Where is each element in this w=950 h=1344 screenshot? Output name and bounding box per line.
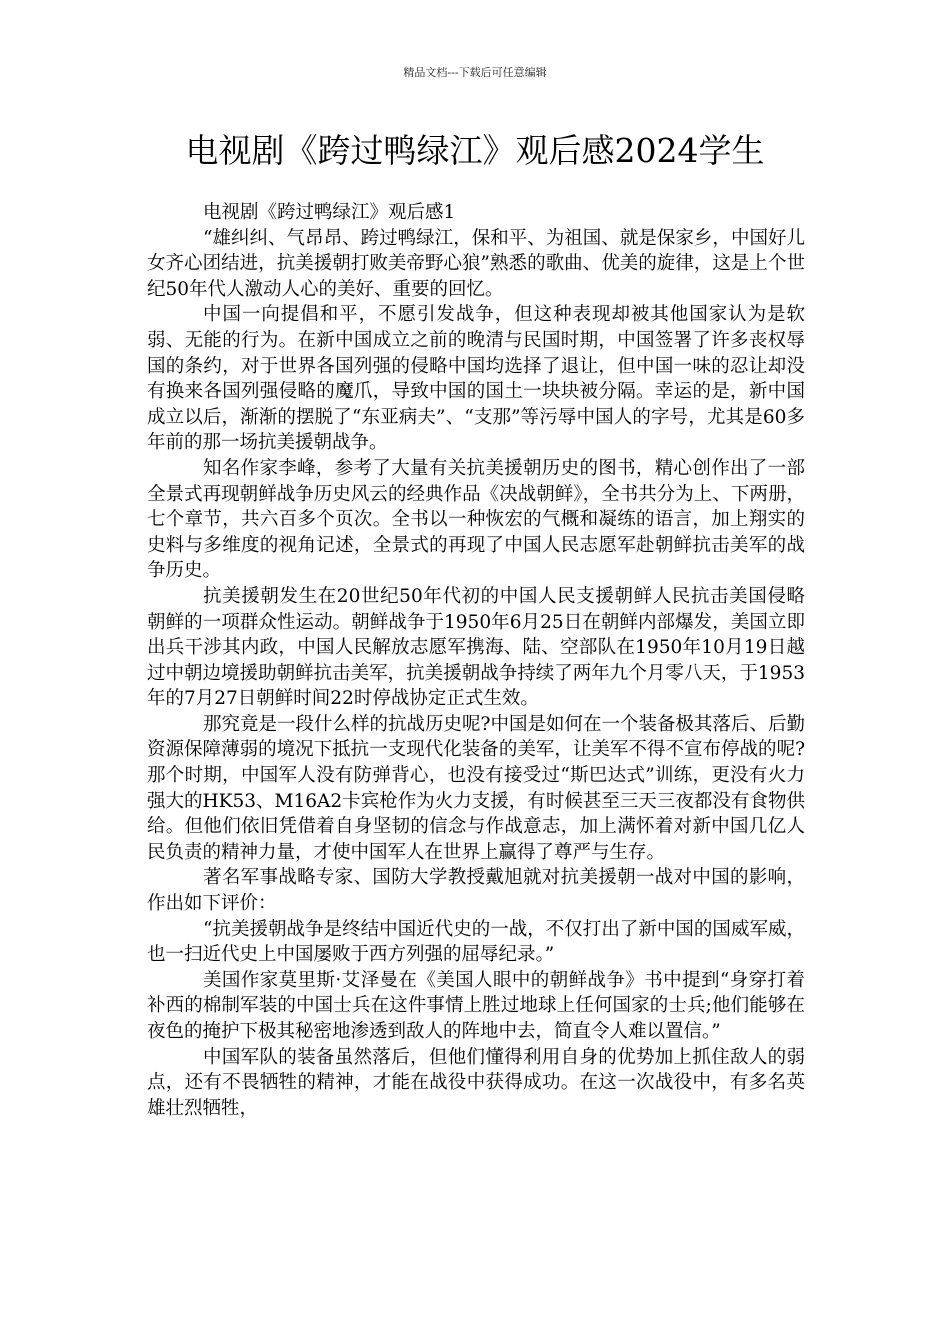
paragraph-3: 知名作家李峰，参考了大量有关抗美援朝历史的图书，精心创作出了一部全景式再现朝鲜战争历史风云的经典作品《决战朝鲜》，全书共分为上、下两册，七个章节，共六百多个页次。全书以一种恢宏的气概和凝练的语言，加上翔实的史料与多维度的视角记述，全景式的再现了中国人民志愿军赴朝鲜抗击美军的战争历史。 [147, 457, 805, 582]
document-title: 电视剧《跨过鸭绿江》观后感2024学生 [185, 131, 765, 170]
paragraph-9: 中国军队的装备虽然落后，但他们懂得利用自身的优势加上抓住敌人的弱点，还有不畏牺牲的精神，才能在战役中获得成功。在这一次战役中，有多名英雄壮烈牺牲， [147, 1046, 805, 1119]
paragraph-4: 抗美援朝发生在20世纪50年代初的中国人民支援朝鲜人民抗击美国侵略朝鲜的一项群众性运动。朝鲜战争于1950年6月25日在朝鲜内部爆发，美国立即出兵干涉其内政，中国人民解放志愿军携海、陆、空部队在1950年10月19日越过中朝边境援助朝鲜抗击美军，抗美援朝战争持续了两年九个月零八天，于1953年的7月27日朝鲜时间22时停战协定正式生效。 [147, 585, 805, 710]
paragraph-6: 著名军事战略专家、国防大学教授戴旭就对抗美援朝一战对中国的影响，作出如下评价： [147, 867, 805, 915]
paragraph-5: 那究竟是一段什么样的抗战历史呢?中国是如何在一个装备极其落后、后勤资源保障薄弱的境况下抵抗一支现代化装备的美军，让美军不得不宣布停战的呢?那个时期，中国军人没有防弹背心，也没有接受过“斯巴达式”训练，更没有火力强大的HK53、M16A2卡宾枪作为火力支援，有时候甚至三天三夜都没有食物供给。但他们依旧凭借着自身坚韧的信念与作战意志，加上满怀着对新中国几亿人民负责的精神力量，才使中国军人在世界上赢得了尊严与生存。 [147, 713, 805, 863]
document-body [147, 200, 805, 1121]
section-subtitle: 电视剧《跨过鸭绿江》观后感1 [203, 202, 456, 223]
header-note: 精品文档---下载后可任意编辑 [403, 66, 547, 79]
paragraph-1: “雄纠纠、气昂昂、跨过鸭绿江，保和平、为祖国、就是保家乡，中国好儿女齐心团结进，抗美援朝打败美帝野心狼”熟悉的歌曲、优美的旋律，这是上个世纪50年代人激动人心的美好、重要的回忆。 [147, 227, 805, 300]
paragraph-8: 美国作家莫里斯·艾泽曼在《美国人眼中的朝鲜战争》书中提到“身穿打着补西的棉制军装的中国士兵在这件事情上胜过地球上任何国家的士兵;他们能够在夜色的掩护下极其秘密地渗透到敌人的阵地中去，简直令人难以置信。” [147, 969, 805, 1042]
paragraph-2: 中国一向提倡和平，不愿引发战争，但这种表现却被其他国家认为是软弱、无能的行为。在新中国成立之前的晚清与民国时期，中国签署了许多丧权辱国的条约，对于世界各国列强的侵略中国均选择了退让，但中国一味的忍让却没有换来各国列强侵略的魔爪，导致中国的国土一块块被分隔。幸运的是，新中国成立以后，渐渐的摆脱了“东亚病夫”、“支那”等污辱中国人的字号，尤其是60多年前的那一场抗美援朝战争。 [147, 304, 805, 454]
paragraph-7-quote: “抗美援朝战争是终结中国近代史的一战，不仅打出了新中国的国威军威，也一扫近代史上中国屡败于西方列强的屈辱纪录。” [147, 918, 805, 966]
